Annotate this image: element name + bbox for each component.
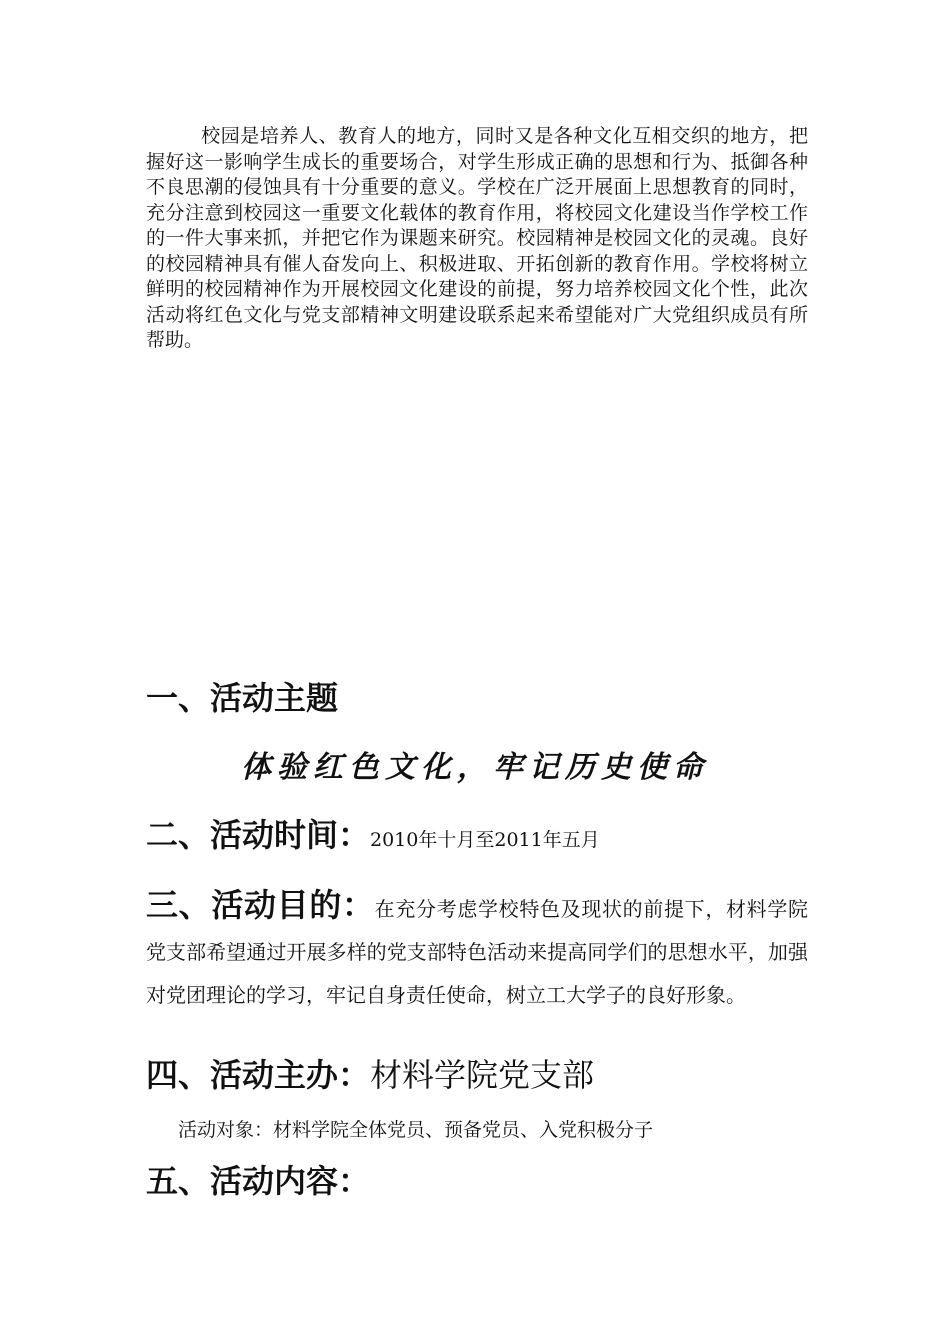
activity-target <box>178 1117 653 1143</box>
activity-theme-slogan: 体验红色文化，牢记历史使命 <box>241 750 709 785</box>
section-purpose <box>146 884 808 1017</box>
activity-target-label: 活动对象： <box>178 1119 274 1141</box>
section-organizer <box>146 1055 594 1095</box>
activity-time-value: 2010年十月至2011年五月 <box>370 829 600 851</box>
section-heading-time: 二、活动时间： <box>146 816 371 854</box>
section-heading-theme: 一、活动主题 <box>146 679 339 717</box>
section-heading-content: 五、活动内容： <box>146 1162 371 1200</box>
activity-organizer-value: 材料学院党支部 <box>370 1056 595 1094</box>
activity-target-value: 材料学院全体党员、预备党员、入党积极分子 <box>273 1119 654 1141</box>
activity-purpose-text: 在充分考虑学校特色及现状的前提下，材料学院党支部希望通过开展多样的党支部特色活动来提高同学们的思想水平，加强对党团理论的学习，牢记自身责任使命，树立工大学子的良好形象。 <box>146 897 808 1007</box>
section-heading-purpose: 三、活动目的： <box>146 886 375 924</box>
intro-paragraph: 校园是培养人、教育人的地方，同时又是各种文化互相交织的地方，把握好这一影响学生成长的重要场合，对学生形成正确的思想和行为、抵御各种不良思潮的侵蚀具有十分重要的意义。学校在广泛开展面上思想教育的同时，充分注意到校园这一重要文化载体的教育作用，将校园文化建设当作学校工作的一件大事来抓，并把它作为课题来研究。校园精神是校园文化的灵魂。良好的校园精神具有催人奋发向上、积极进取、开拓创新的教育作用。学校将树立鲜明的校园精神作为开展校园文化建设的前提，努力培养校园文化个性，此次活动将红色文化与党支部精神文明建设联系起来希望能对广大党组织成员有所帮助。 <box>146 125 808 351</box>
section-heading-organizer: 四、活动主办： <box>146 1056 371 1094</box>
section-time <box>146 815 600 860</box>
